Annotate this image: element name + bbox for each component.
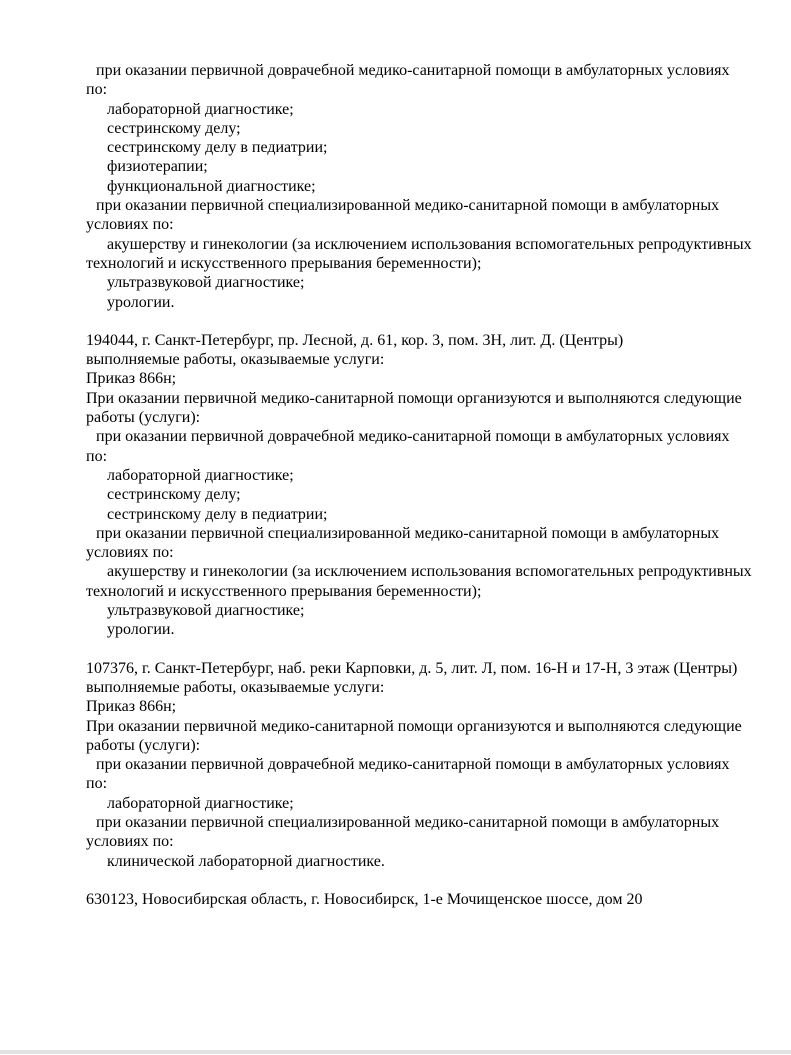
document-line: лабораторной диагностике; xyxy=(107,466,294,484)
bottom-page-edge xyxy=(0,1050,791,1054)
document-line: акушерству и гинекологии (за исключением использования вспомогательных репродуктивных xyxy=(107,563,752,581)
document-line: ультразвуковой диагностике; xyxy=(107,274,305,292)
address-630123-block xyxy=(86,890,755,909)
document-line: урологии. xyxy=(107,293,175,311)
document-line: 107376, г. Санкт-Петербург, наб. реки Карповки, д. 5, лит. Л, пом. 16-Н и 17-Н, 3 этаж (Центры) xyxy=(86,659,738,677)
document-line: акушерству и гинекологии (за исключением использования вспомогательных репродуктивных xyxy=(107,235,752,253)
document-line: Приказ 866н; xyxy=(86,370,177,388)
document-line: работы (услуги): xyxy=(86,736,201,754)
document-line: сестринскому делу; xyxy=(107,119,241,137)
document-line: при оказании первичной специализированной медико-санитарной помощи в амбулаторных xyxy=(96,197,720,215)
document-line: работы (услуги): xyxy=(86,409,201,427)
document-line: При оказании первичной медико-санитарной помощи организуются и выполняются следующие xyxy=(86,717,742,735)
document-line: лабораторной диагностике; xyxy=(107,100,294,118)
document-line: клинической лабораторной диагностике. xyxy=(107,852,385,870)
document-line: условиях по: xyxy=(86,544,174,562)
document-line: функциональной диагностике; xyxy=(107,177,316,195)
document-line: урологии. xyxy=(107,621,175,639)
address-194044-block xyxy=(86,331,755,640)
document-line: Приказ 866н; xyxy=(86,698,177,716)
document-line: при оказании первичной доврачебной медико-санитарной помощи в амбулаторных условиях xyxy=(96,756,730,774)
document-line: сестринскому делу; xyxy=(107,486,241,504)
document-line: сестринскому делу в педиатрии; xyxy=(107,505,328,523)
document-line: технологий и искусственного прерывания беременности); xyxy=(86,254,482,272)
document-line: при оказании первичной специализированной медико-санитарной помощи в амбулаторных xyxy=(96,813,720,831)
document-line: 630123, Новосибирская область, г. Новосибирск, 1-е Мочищенское шоссе, дом 20 xyxy=(86,890,643,908)
document-line: при оказании первичной доврачебной медико-санитарной помощи в амбулаторных условиях xyxy=(96,428,730,446)
document-line: 194044, г. Санкт-Петербург, пр. Лесной, д. 61, кор. 3, пом. 3Н, лит. Д. (Центры) xyxy=(86,331,624,349)
document-line: при оказании первичной доврачебной медико-санитарной помощи в амбулаторных условиях xyxy=(96,62,730,79)
document-line: условиях по: xyxy=(86,216,174,234)
document-line: при оказании первичной специализированной медико-санитарной помощи в амбулаторных xyxy=(96,524,720,542)
document-line: по: xyxy=(86,81,108,99)
works-list-continued-block xyxy=(86,61,755,312)
document-line: выполняемые работы, оказываемые услуги: xyxy=(86,678,385,696)
document-line: физиотерапии; xyxy=(107,158,208,176)
document-line: сестринскому делу в педиатрии; xyxy=(107,139,328,157)
document-line: выполняемые работы, оказываемые услуги: xyxy=(86,351,385,369)
document-line: по: xyxy=(86,775,108,793)
document-line: лабораторной диагностике; xyxy=(107,794,294,812)
address-107376-block xyxy=(86,659,755,871)
document-line: ультразвуковой диагностике; xyxy=(107,602,305,620)
document-line: технологий и искусственного прерывания беременности); xyxy=(86,582,482,600)
document-line: по: xyxy=(86,447,108,465)
document-line: При оказании первичной медико-санитарной помощи организуются и выполняются следующие xyxy=(86,389,742,407)
document-line: условиях по: xyxy=(86,833,174,851)
